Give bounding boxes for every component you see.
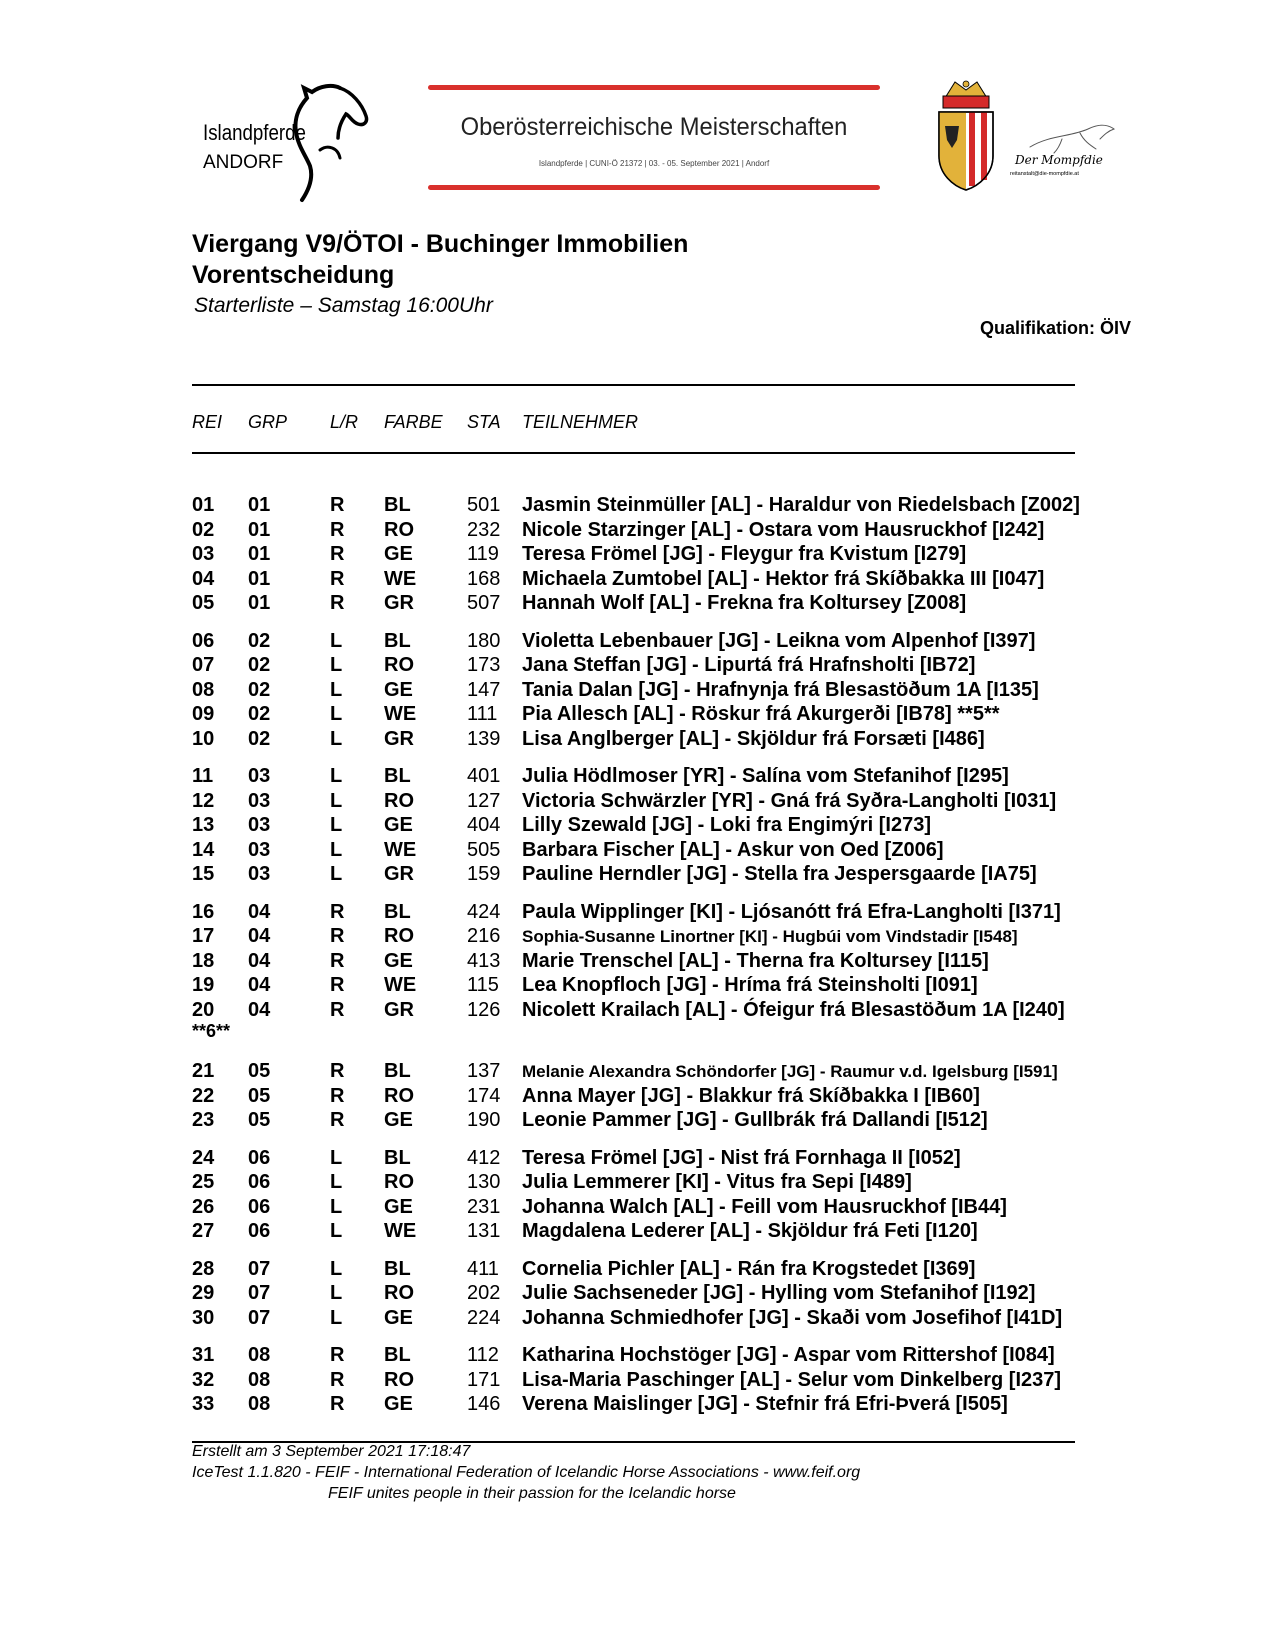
cell-grp: 05 <box>248 1084 271 1107</box>
cell-lr: R <box>330 1060 345 1082</box>
cell-tn: Lisa-Maria Paschinger [AL] - Selur vom Dinkelberg [I237] <box>522 1368 1062 1391</box>
cell-lr: L <box>330 678 343 701</box>
cell-rei: 12 <box>192 789 215 812</box>
cell-sta: 505 <box>467 838 501 861</box>
cell-sta: 232 <box>467 518 501 541</box>
cell-rei: 08 <box>192 678 215 701</box>
cell-farbe: RO <box>384 1171 414 1193</box>
cell-lr: L <box>330 1195 343 1218</box>
cell-tn: Anna Mayer [JG] - Blakkur frá Skíðbakka I [IB60] <box>522 1084 980 1107</box>
cell-lr: L <box>330 863 343 885</box>
cell-farbe: BL <box>384 494 411 516</box>
cell-sta: 413 <box>467 949 501 972</box>
cell-sta: 180 <box>467 629 501 652</box>
header-rule-top <box>192 384 1075 386</box>
cell-farbe: WE <box>384 1220 417 1242</box>
cell-farbe: BL <box>384 765 411 787</box>
cell-tn: Sophia-Susanne Linortner [KI] - Hugbúi vom Vindstadir [I548] <box>522 927 1018 946</box>
cell-tn: Leonie Pammer [JG] - Gullbrák frá Dallandi [I512] <box>522 1109 988 1131</box>
mompfdie-brand: Der Mompfdie <box>1015 153 1103 167</box>
mompfdie-logo <box>1010 115 1130 185</box>
cell-farbe: GE <box>384 678 413 701</box>
cell-farbe: GE <box>384 814 413 836</box>
round-title: Vorentscheidung <box>192 261 395 289</box>
cell-rei: 02 <box>192 518 215 541</box>
cell-sta: 190 <box>467 1109 501 1131</box>
cell-sta: 146 <box>467 1393 501 1415</box>
cell-rei: 04 <box>192 567 215 590</box>
cell-farbe: GE <box>384 1195 413 1218</box>
banner-subtitle: Islandpferde | CUNI-Ö 21372 | 03. - 05. September 2021 | Andorf <box>538 159 770 168</box>
cell-lr: L <box>330 838 343 861</box>
cell-sta: 137 <box>467 1060 501 1082</box>
cell-grp: 02 <box>248 629 271 652</box>
cell-grp: 05 <box>248 1060 271 1082</box>
cell-lr: R <box>330 543 345 565</box>
cell-grp: 01 <box>248 494 271 516</box>
table-row <box>0 974 1275 998</box>
cell-sta: 174 <box>467 1084 501 1107</box>
cell-sta: 112 <box>467 1344 499 1366</box>
banner-title: Oberösterreichische Meisterschaften <box>460 113 848 141</box>
cell-lr: L <box>330 727 343 750</box>
cell-farbe: RO <box>384 654 414 676</box>
table-row <box>0 728 1275 752</box>
cell-farbe: GR <box>384 863 414 885</box>
cell-grp: 06 <box>248 1146 271 1169</box>
cell-farbe: BL <box>384 1146 411 1169</box>
cell-grp: 07 <box>248 1306 271 1329</box>
cell-tn: Hannah Wolf [AL] - Frekna fra Koltursey [Z008] <box>522 592 967 614</box>
table-row <box>0 1393 1275 1417</box>
cell-tn: Melanie Alexandra Schöndorfer [JG] - Raumur v.d. Igelsburg [I591] <box>522 1062 1058 1081</box>
cell-rei: 15 <box>192 863 215 885</box>
cell-tn: Jana Steffan [JG] - Lipurtá frá Hrafnsholti [IB72] <box>522 654 976 676</box>
cell-grp: 02 <box>248 678 271 701</box>
cell-rei: 18 <box>192 949 215 972</box>
cell-lr: R <box>330 518 345 541</box>
qualification-label: Qualifikation: ÖIV <box>980 318 1132 338</box>
cell-grp: 03 <box>248 765 271 787</box>
cell-tn: Marie Trenschel [AL] - Therna fra Koltursey [I115] <box>522 949 989 972</box>
cell-lr: R <box>330 1368 345 1391</box>
cell-tn: Teresa Frömel [JG] - Nist frá Fornhaga II [I052] <box>522 1146 961 1169</box>
cell-farbe: GE <box>384 1306 413 1329</box>
cell-sta: 404 <box>467 814 501 836</box>
cell-rei: 10 <box>192 727 215 750</box>
cell-sta: 111 <box>467 703 498 725</box>
table-row <box>0 901 1275 925</box>
cell-lr: R <box>330 1344 345 1366</box>
cell-farbe: WE <box>384 703 417 725</box>
cell-sta: 202 <box>467 1282 501 1304</box>
cell-tn: Nicole Starzinger [AL] - Ostara vom Hausruckhof [I242] <box>522 518 1045 541</box>
cell-rei: 27 <box>192 1220 215 1242</box>
table-row <box>0 568 1275 592</box>
cell-grp: 04 <box>248 900 271 923</box>
cell-farbe: RO <box>384 925 414 947</box>
cell-rei: 28 <box>192 1257 215 1280</box>
cell-rei: 09 <box>192 703 215 725</box>
cell-rei: 22 <box>192 1084 215 1107</box>
cell-rei: 33 <box>192 1393 215 1415</box>
cell-tn: Jasmin Steinmüller [AL] - Haraldur von Riedelsbach [Z002] <box>522 494 1080 516</box>
cell-lr: L <box>330 789 343 812</box>
cell-lr: L <box>330 1220 343 1242</box>
logo-left-line1: Islandpferde <box>203 120 306 145</box>
cell-lr: R <box>330 949 345 972</box>
cell-tn: Nicolett Krailach [AL] - Ófeigur frá Blesastöðum 1A [I240] <box>522 998 1065 1021</box>
cell-lr: R <box>330 1084 345 1107</box>
header-rule-bottom <box>192 452 1075 454</box>
cell-farbe: GE <box>384 543 413 565</box>
islandpferde-andorf-logo <box>195 80 375 210</box>
cell-tn: Paula Wipplinger [KI] - Ljósanótt frá Efra-Langholti [I371] <box>522 900 1061 923</box>
cell-rei: 14 <box>192 838 215 861</box>
cell-farbe: BL <box>384 1060 411 1082</box>
cell-rei: 01 <box>192 494 215 516</box>
cell-tn: Pia Allesch [AL] - Röskur frá Akurgerði [IB78] **5** <box>522 703 1000 725</box>
cell-tn: Violetta Lebenbauer [JG] - Leikna vom Alpenhof [I397] <box>522 629 1036 652</box>
cell-rei: 11 <box>192 765 214 787</box>
cell-grp: 01 <box>248 543 271 565</box>
cell-sta: 127 <box>467 789 501 812</box>
col-header-lr: L/R <box>330 412 359 432</box>
cell-grp: 04 <box>248 998 271 1021</box>
table-row <box>0 703 1275 727</box>
cell-farbe: RO <box>384 789 414 812</box>
cell-sta: 507 <box>467 592 501 614</box>
cell-lr: R <box>330 1109 345 1131</box>
cell-lr: L <box>330 1146 343 1169</box>
table-row <box>0 494 1275 518</box>
cell-rei: 19 <box>192 974 215 996</box>
horse-head-icon <box>280 80 375 205</box>
col-header-sta: STA <box>467 412 501 432</box>
cell-rei: 31 <box>192 1344 215 1366</box>
cell-sta: 131 <box>467 1220 501 1242</box>
cell-grp: 02 <box>248 654 271 676</box>
cell-rei: 23 <box>192 1109 215 1131</box>
cell-lr: L <box>330 1171 343 1193</box>
table-row <box>0 1258 1275 1282</box>
cell-farbe: BL <box>384 900 411 923</box>
cell-farbe: GR <box>384 592 414 614</box>
cell-lr: R <box>330 925 345 947</box>
cell-tn: Magdalena Lederer [AL] - Skjöldur frá Feti [I120] <box>522 1220 978 1242</box>
table-row <box>0 654 1275 678</box>
table-row <box>0 839 1275 863</box>
table-row <box>0 1060 1275 1084</box>
cell-sta: 231 <box>467 1195 501 1218</box>
cell-farbe: RO <box>384 1282 414 1304</box>
cell-tn: Lilly Szewald [JG] - Loki fra Engimýri [I273] <box>522 814 931 836</box>
cell-sta: 130 <box>467 1171 501 1193</box>
competition-title: Viergang V9/ÖTOI - Buchinger Immobilien <box>192 230 689 258</box>
banner-bottom-stripe <box>428 185 880 190</box>
table-row <box>0 999 1275 1023</box>
cell-farbe: GE <box>384 949 413 972</box>
table-row <box>0 519 1275 543</box>
cell-lr: R <box>330 998 345 1021</box>
mompfdie-email: reitanstalt@die-mompfdie.at <box>1010 171 1079 177</box>
cell-lr: L <box>330 629 343 652</box>
cell-farbe: GR <box>384 998 414 1021</box>
cell-lr: L <box>330 703 343 725</box>
cell-farbe: BL <box>384 1257 411 1280</box>
cell-lr: R <box>330 900 345 923</box>
cell-farbe: BL <box>384 1344 411 1366</box>
cell-farbe: BL <box>384 629 411 652</box>
cell-tn: Julia Lemmerer [KI] - Vitus fra Sepi [I489] <box>522 1171 912 1193</box>
cell-farbe: WE <box>384 567 417 590</box>
cell-grp: 01 <box>248 518 271 541</box>
cell-tn: Lisa Anglberger [AL] - Skjöldur frá Forsæti [I486] <box>522 727 985 750</box>
cell-grp: 04 <box>248 949 271 972</box>
cell-rei: 21 <box>192 1060 215 1082</box>
cell-tn: Johanna Walch [AL] - Feill vom Hausruckhof [IB44] <box>522 1195 1007 1218</box>
cell-farbe: GE <box>384 1109 413 1131</box>
cell-rei: 07 <box>192 654 215 676</box>
table-row <box>0 790 1275 814</box>
cell-grp: 02 <box>248 727 271 750</box>
cell-grp: 01 <box>248 592 271 614</box>
cell-grp: 06 <box>248 1195 271 1218</box>
cell-tn: Barbara Fischer [AL] - Askur von Oed [Z006] <box>522 838 944 861</box>
table-row <box>0 1220 1275 1244</box>
cell-rei: 32 <box>192 1368 215 1391</box>
table-row <box>0 765 1275 789</box>
table-row <box>0 925 1275 949</box>
table-row <box>0 1085 1275 1109</box>
cell-grp: 01 <box>248 567 271 590</box>
cell-farbe: GE <box>384 1393 413 1415</box>
cell-grp: 03 <box>248 814 271 836</box>
cell-grp: 08 <box>248 1368 271 1391</box>
cell-rei: 13 <box>192 814 215 836</box>
col-header-grp: GRP <box>248 412 288 432</box>
cell-farbe: WE <box>384 838 417 861</box>
software-credit: IceTest 1.1.820 - FEIF - International Federation of Icelandic Horse Associations - www.feif.org <box>192 1464 861 1481</box>
cell-rei: 24 <box>192 1146 215 1169</box>
cell-tn: Michaela Zumtobel [AL] - Hektor frá Skíðbakka III [I047] <box>522 567 1045 590</box>
upper-austria-crest-logo <box>935 76 997 196</box>
cell-sta: 139 <box>467 727 501 750</box>
table-row <box>0 1307 1275 1331</box>
cell-grp: 08 <box>248 1344 271 1366</box>
cell-grp: 06 <box>248 1220 271 1242</box>
cell-tn: Cornelia Pichler [AL] - Rán fra Krogstedet [I369] <box>522 1257 976 1280</box>
cell-tn: Julie Sachseneder [JG] - Hylling vom Stefanihof [I192] <box>522 1282 1036 1304</box>
cell-sta: 424 <box>467 900 501 923</box>
cell-tn: Tania Dalan [JG] - Hrafnynja frá Blesastöðum 1A [I135] <box>522 678 1039 701</box>
table-row <box>0 863 1275 887</box>
cell-tn: Katharina Hochstöger [JG] - Aspar vom Rittershof [I084] <box>522 1344 1055 1366</box>
coat-of-arms-icon <box>935 76 997 196</box>
cell-rei: 16 <box>192 900 215 923</box>
cell-farbe: RO <box>384 1368 414 1391</box>
cell-grp: 04 <box>248 925 271 947</box>
cell-tn: Julia Hödlmoser [YR] - Salína vom Stefanihof [I295] <box>522 765 1009 787</box>
cell-grp: 03 <box>248 838 271 861</box>
cell-lr: R <box>330 1393 345 1415</box>
cell-grp: 06 <box>248 1171 271 1193</box>
cell-rei: 06 <box>192 629 215 652</box>
cell-rei: 29 <box>192 1282 215 1304</box>
table-row <box>0 1344 1275 1368</box>
cell-sta: 119 <box>467 543 499 565</box>
cell-sta: 216 <box>467 925 501 947</box>
logo-left-line2: ANDORF <box>203 152 284 173</box>
cell-tn: Johanna Schmiedhofer [JG] - Skaði vom Josefihof [I41D] <box>522 1306 1063 1329</box>
cell-grp: 07 <box>248 1282 271 1304</box>
table-row <box>0 1171 1275 1195</box>
cell-tn: Pauline Herndler [JG] - Stella fra Jespersgaarde [IA75] <box>522 863 1037 885</box>
table-row <box>0 1369 1275 1393</box>
col-header-teilnehmer: TEILNEHMER <box>522 412 639 432</box>
cell-lr: L <box>330 814 343 836</box>
cell-lr: L <box>330 654 343 676</box>
col-header-farbe: FARBE <box>384 412 443 432</box>
cell-sta: 115 <box>467 974 499 996</box>
created-timestamp: Erstellt am 3 September 2021 17:18:47 <box>192 1443 471 1460</box>
cell-grp: 04 <box>248 974 271 996</box>
schedule-subtitle: Starterliste – Samstag 16:00Uhr <box>194 294 493 317</box>
cell-lr: R <box>330 494 345 516</box>
cell-lr: R <box>330 974 345 996</box>
cell-sta: 401 <box>467 765 501 787</box>
cell-sta: 159 <box>467 863 501 885</box>
cell-farbe: WE <box>384 974 417 996</box>
cell-lr: L <box>330 765 343 787</box>
cell-lr: R <box>330 567 345 590</box>
table-row <box>0 592 1275 616</box>
cell-grp: 02 <box>248 703 271 725</box>
cell-rei: 17 <box>192 925 215 947</box>
cell-rei: 30 <box>192 1306 215 1329</box>
cell-grp: 03 <box>248 863 271 885</box>
cell-lr: L <box>330 1306 343 1329</box>
table-row <box>0 1109 1275 1133</box>
cell-sta: 501 <box>467 494 501 516</box>
cell-tn: Lea Knopfloch [JG] - Hríma frá Steinsholti [I091] <box>522 974 978 996</box>
cell-rei: 20 <box>192 998 215 1021</box>
cell-sta: 126 <box>467 998 501 1021</box>
banner-top-stripe <box>428 85 880 90</box>
table-row <box>0 679 1275 703</box>
cell-farbe: RO <box>384 1084 414 1107</box>
cell-sta: 412 <box>467 1146 501 1169</box>
group-note: **6** <box>192 1021 231 1041</box>
event-banner <box>428 85 880 197</box>
cell-farbe: GR <box>384 727 414 750</box>
cell-grp: 05 <box>248 1109 271 1131</box>
cell-rei: 03 <box>192 543 215 565</box>
cell-sta: 411 <box>467 1257 499 1280</box>
cell-lr: R <box>330 592 345 614</box>
cell-tn: Victoria Schwärzler [YR] - Gná frá Syðra-Langholti [I031] <box>522 789 1057 812</box>
cell-rei: 05 <box>192 592 215 614</box>
col-header-rei: REI <box>192 412 223 432</box>
running-horse-icon <box>1010 115 1130 155</box>
cell-lr: L <box>330 1282 343 1304</box>
table-row <box>0 950 1275 974</box>
cell-sta: 168 <box>467 567 501 590</box>
cell-grp: 08 <box>248 1393 271 1415</box>
table-row <box>0 630 1275 654</box>
cell-farbe: RO <box>384 518 414 541</box>
table-row <box>0 1282 1275 1306</box>
cell-sta: 224 <box>467 1306 501 1329</box>
table-row <box>0 814 1275 838</box>
cell-tn: Teresa Frömel [JG] - Fleygur fra Kvistum [I279] <box>522 543 967 565</box>
table-row <box>0 1196 1275 1220</box>
cell-lr: L <box>330 1257 343 1280</box>
table-row <box>0 543 1275 567</box>
table-row <box>0 1147 1275 1171</box>
cell-sta: 173 <box>467 654 501 676</box>
cell-grp: 07 <box>248 1257 271 1280</box>
cell-sta: 171 <box>467 1368 501 1391</box>
cell-sta: 147 <box>467 678 501 701</box>
cell-rei: 26 <box>192 1195 215 1218</box>
cell-rei: 25 <box>192 1171 215 1193</box>
cell-tn: Verena Maislinger [JG] - Stefnir frá Efri-Þverá [I505] <box>522 1393 1008 1415</box>
feif-motto: FEIF unites people in their passion for the Icelandic horse <box>328 1485 736 1502</box>
cell-grp: 03 <box>248 789 271 812</box>
